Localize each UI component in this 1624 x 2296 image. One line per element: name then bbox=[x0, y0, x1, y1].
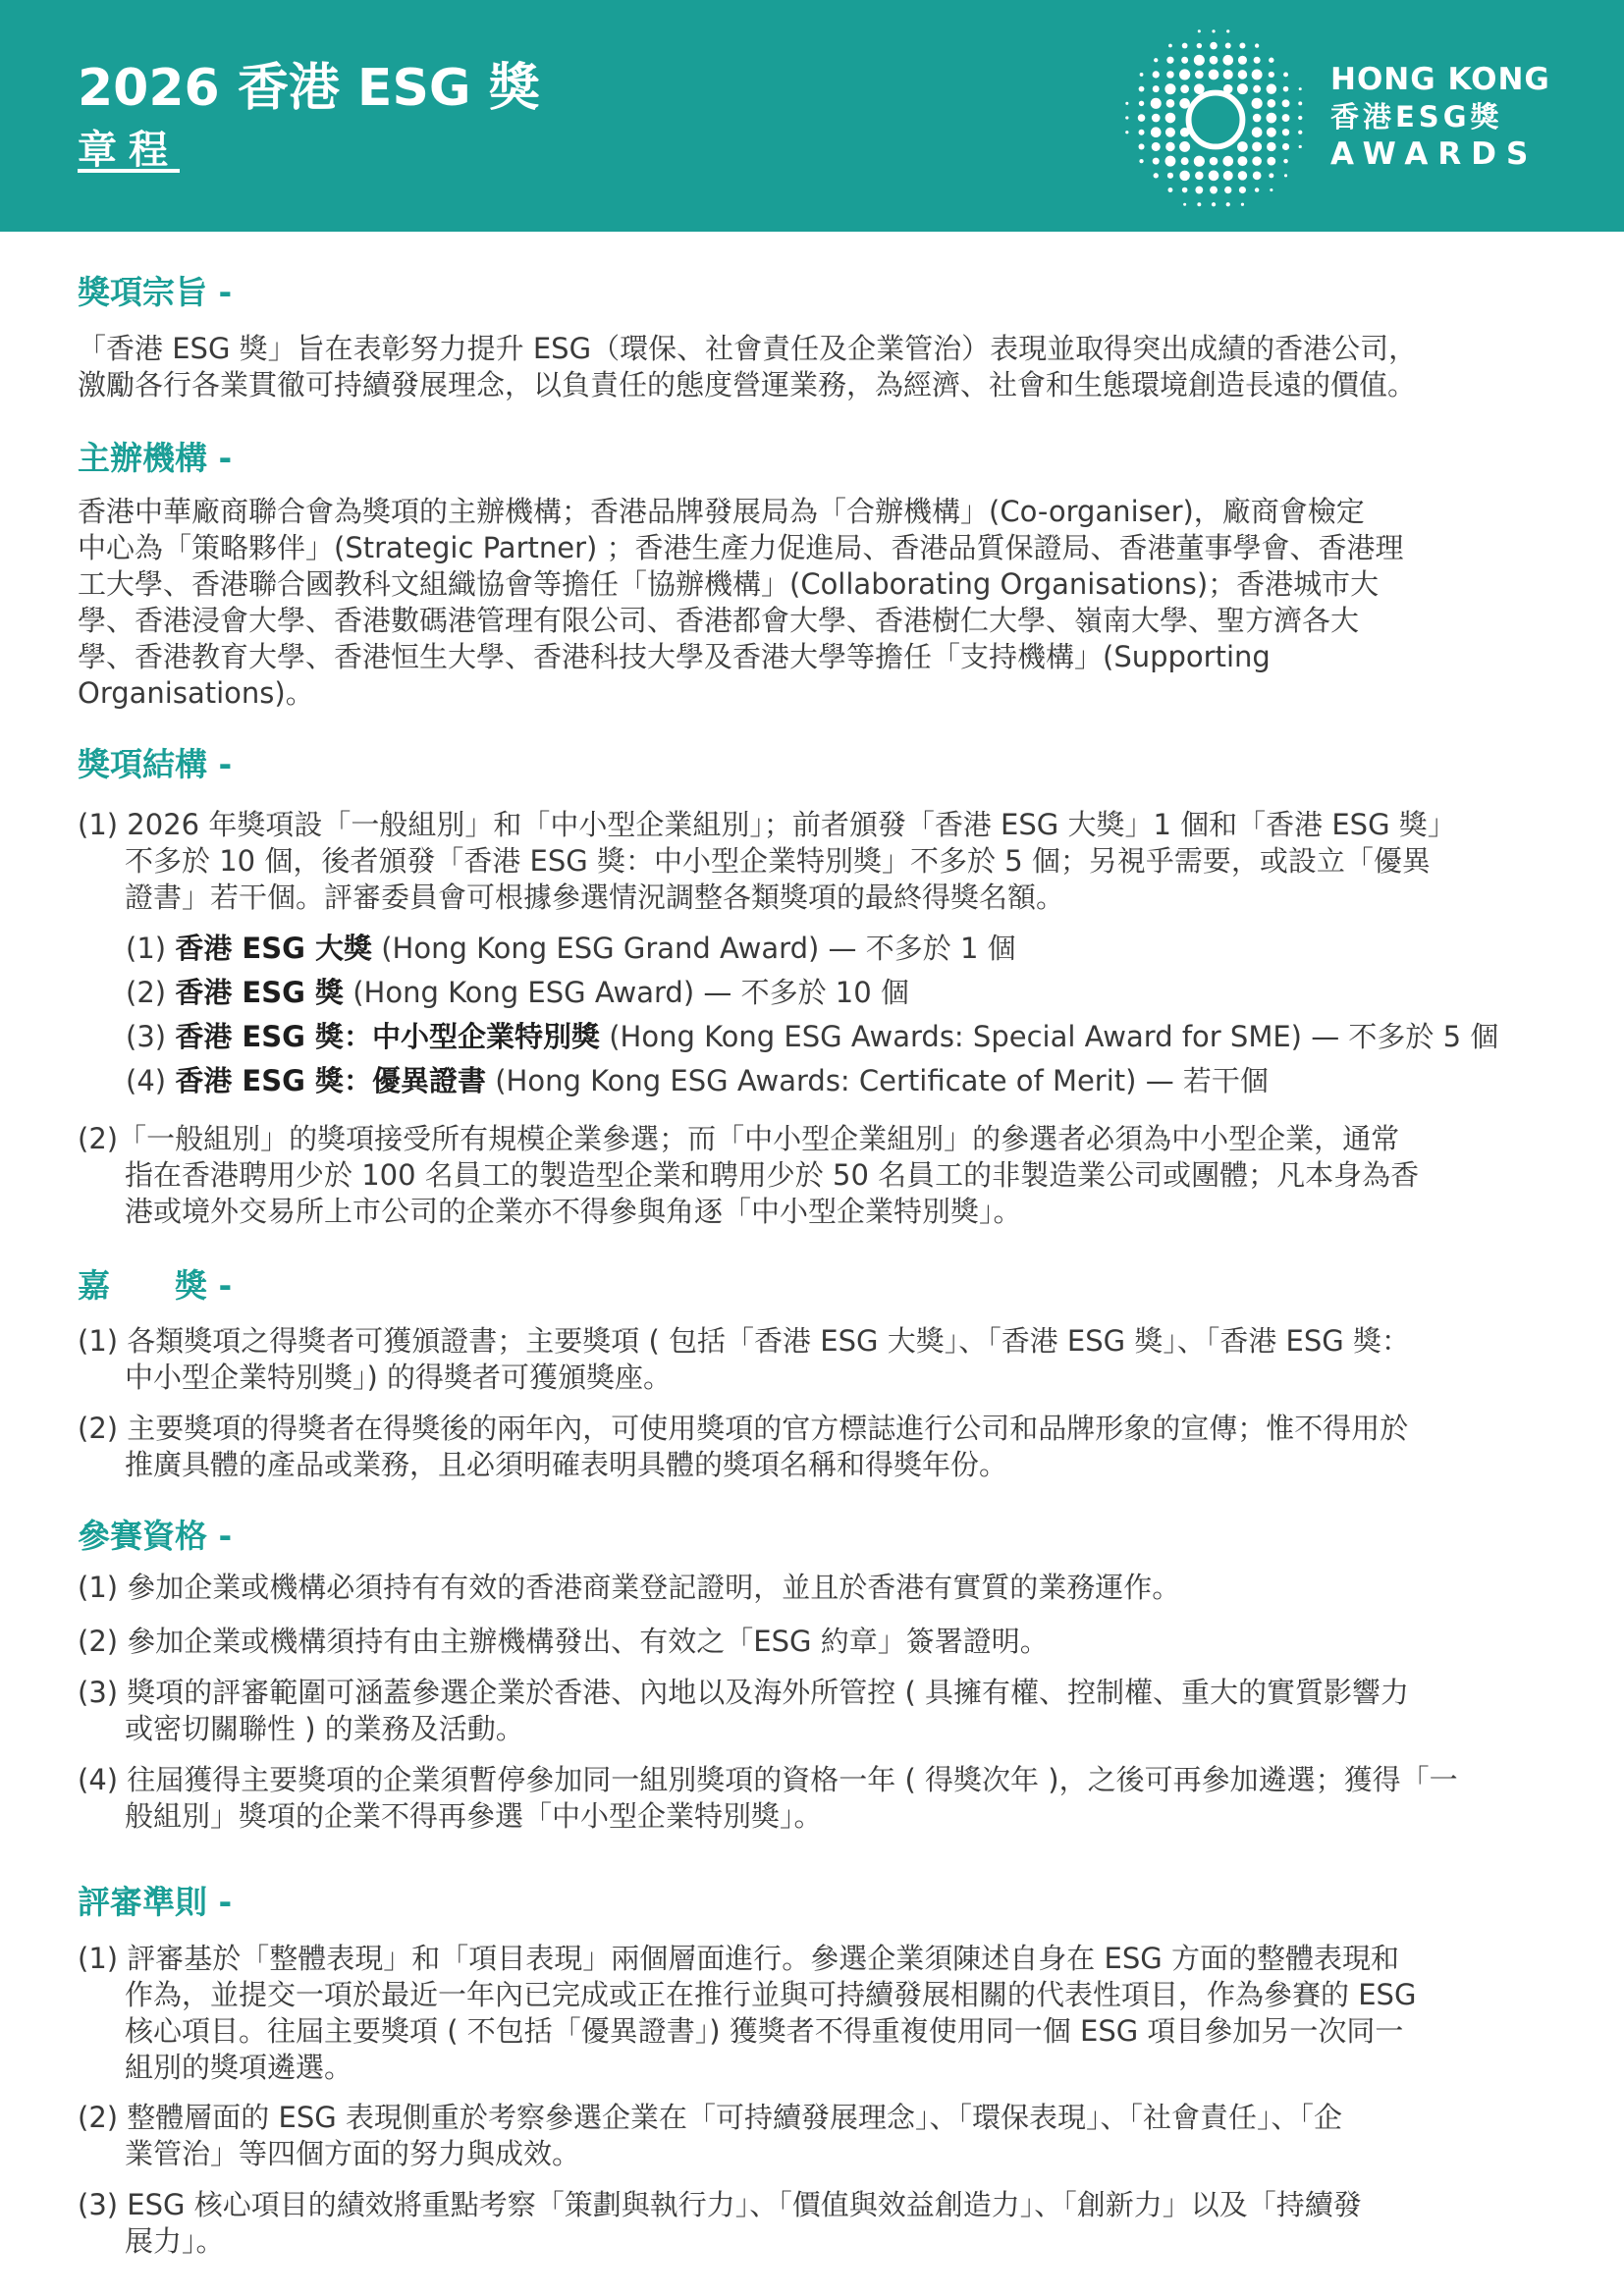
globe-dot bbox=[1181, 157, 1189, 165]
globe-dot bbox=[1140, 73, 1144, 77]
globe-dot bbox=[1195, 172, 1204, 181]
award-detail: (Hong Kong ESG Award) — 不多於 10 個 bbox=[344, 976, 909, 1009]
eligibility-item-3 bbox=[78, 1675, 1550, 1747]
globe-dot bbox=[1254, 57, 1261, 64]
globe-dot bbox=[1237, 83, 1248, 94]
text-line: 指在香港聘用少於 100 名員工的製造型企業和聘用少於 50 名員工的非製造業公司或團體；凡本身為香 bbox=[125, 1158, 1420, 1192]
globe-dot bbox=[1164, 83, 1175, 94]
text-line: 般組別」獎項的企業不得再參選「中小型企業特別獎」。 bbox=[125, 1799, 823, 1833]
globe-dot bbox=[1237, 141, 1248, 152]
globe-dot bbox=[1282, 114, 1290, 122]
eligibility-item-4 bbox=[78, 1762, 1550, 1835]
globe-dot bbox=[1237, 156, 1247, 166]
globe-ring bbox=[1189, 93, 1243, 147]
globe-dot bbox=[1255, 43, 1259, 47]
award-name: 香港 ESG 獎：優異證書 bbox=[175, 1064, 487, 1097]
globe-dot bbox=[1252, 98, 1263, 109]
text-line: 組別的獎項遴選。 bbox=[125, 2051, 353, 2084]
globe-dot bbox=[1153, 85, 1160, 92]
globe-dot bbox=[1181, 57, 1188, 64]
text-line: (3) ESG 核心項目的績效將重點考察「策劃與執行力」、「價值與效益創造力」、「創新力」以及「持續發 bbox=[78, 2188, 1362, 2221]
prizes-item-1 bbox=[78, 1323, 1550, 1396]
globe-dot bbox=[1255, 187, 1260, 192]
text-line: 作為，並提交一項於最近一年內已完成或正在推行並與可持續發展相關的代表性項目，作為參賽的 ESG bbox=[125, 1978, 1417, 2011]
award-item-3 bbox=[126, 1019, 1498, 1055]
globe-dot bbox=[1165, 142, 1175, 152]
text-line: 核心項目。往屆主要獎項 ( 不包括「優異證書」) 獲獎者不得重複使用同一個 ESG 項目參加另一次同一 bbox=[125, 2014, 1404, 2048]
structure-item-1 bbox=[78, 807, 1550, 916]
text-line: (2) 參加企業或機構須持有由主辦機構發出、有效之「ESG 約章」簽署證明。 bbox=[78, 1625, 1049, 1658]
logo-line-1: HONG KONG bbox=[1330, 62, 1550, 97]
globe-dot bbox=[1153, 158, 1160, 165]
purpose-paragraph bbox=[78, 331, 1550, 403]
globe-dot bbox=[1238, 56, 1247, 65]
text-line: (1) 2026 年獎項設「一般組別」和「中小型企業組別」；前者頒發「香港 ESG 大獎」1 個和「香港 ESG 獎」 bbox=[78, 808, 1456, 841]
globe-dot bbox=[1253, 171, 1262, 180]
award-number: (1) bbox=[126, 932, 167, 965]
globe-dot bbox=[1209, 70, 1219, 80]
section-title-purpose: 獎項宗旨 - bbox=[78, 273, 233, 311]
globe-dot bbox=[1283, 72, 1288, 77]
globe-dot bbox=[1284, 174, 1287, 177]
criteria-item-2 bbox=[78, 2100, 1550, 2172]
globe-dot bbox=[1269, 173, 1273, 178]
globe-dot bbox=[1194, 156, 1205, 167]
globe-dot bbox=[1226, 29, 1229, 32]
text-line: (2) 主要獎項的得獎者在得獎後的兩年內，可使用獎項的官方標誌進行公司和品牌形象的宣傳；惟不得用於 bbox=[78, 1412, 1409, 1445]
globe-dot bbox=[1223, 70, 1233, 80]
text-line: 推廣具體的產品或業務，且必須明確表明具體的獎項名稱和得獎年份。 bbox=[125, 1448, 1008, 1481]
globe-dot bbox=[1282, 99, 1290, 107]
globe-dot bbox=[1152, 114, 1161, 123]
globe-dot bbox=[1253, 114, 1262, 123]
globe-dot bbox=[1266, 113, 1276, 124]
globe-dot bbox=[1270, 188, 1272, 191]
text-line: 中心為「策略夥伴」(Strategic Partner) ；香港生產力促進局、香港品質保證局、香港董事學會、香港理 bbox=[78, 531, 1404, 564]
text-line: 「香港 ESG 獎」旨在表彰努力提升 ESG（環保、社會責任及企業管治）表現並取得突出成績的香港公司， bbox=[78, 332, 1418, 365]
award-name: 香港 ESG 獎：中小型企業特別獎 bbox=[175, 1020, 601, 1053]
globe-dot bbox=[1210, 157, 1218, 166]
text-line: 不多於 10 個，後者頒發「香港 ESG 獎：中小型企業特別獎」不多於 5 個；另視乎需要，或設立「優異 bbox=[125, 844, 1431, 878]
globe-dot bbox=[1167, 187, 1172, 192]
globe-dot bbox=[1267, 83, 1277, 94]
text-line: 激勵各行各業貫徹可持續發展理念，以負責任的態度營運業務，為經濟、社會和生態環境創造長遠的價值。 bbox=[78, 368, 1417, 401]
globe-dot bbox=[1198, 29, 1201, 32]
award-number: (2) bbox=[126, 976, 167, 1009]
globe-dot bbox=[1153, 71, 1160, 78]
globe-dot bbox=[1210, 42, 1218, 50]
globe-dot bbox=[1298, 101, 1302, 105]
globe-dot bbox=[1299, 145, 1302, 148]
text-line: 學、香港教育大學、香港恒生大學、香港科技大學及香港大學等擔任「支持機構」(Supporting bbox=[78, 640, 1271, 673]
globe-dot bbox=[1125, 116, 1128, 119]
globe-dot bbox=[1154, 173, 1159, 178]
globe-dot bbox=[1268, 99, 1276, 108]
globe-logo-icon bbox=[1119, 24, 1312, 216]
globe-dot bbox=[1197, 43, 1202, 48]
award-number: (4) bbox=[126, 1064, 167, 1097]
globe-dot bbox=[1223, 171, 1233, 181]
eligibility-item-1 bbox=[78, 1570, 1550, 1606]
globe-dot bbox=[1179, 141, 1190, 152]
section-title-eligibility: 參賽資格 - bbox=[78, 1517, 233, 1555]
globe-dot bbox=[1252, 141, 1262, 151]
award-item-1 bbox=[126, 931, 1016, 967]
globe-dot bbox=[1139, 101, 1144, 106]
globe-dot bbox=[1298, 116, 1302, 120]
globe-dot bbox=[1299, 87, 1302, 90]
text-line: (1) 各類獎項之得獎者可獲頒證書；主要獎項 ( 包括「香港 ESG 大獎」、「香港 ESG 獎」、「香港 ESG 獎： bbox=[78, 1324, 1410, 1358]
globe-dot bbox=[1168, 44, 1172, 48]
section-title-prizes: 嘉 獎 - bbox=[78, 1266, 233, 1305]
text-line: (4) 往屆獲得主要獎項的企業須暫停參加同一組別獎項的資格一年 ( 得獎次年 )，之後可再參加遴選；獲得「一 bbox=[78, 1763, 1458, 1796]
header-banner bbox=[0, 0, 1624, 232]
globe-dot bbox=[1267, 142, 1275, 151]
globe-dot bbox=[1139, 159, 1143, 163]
globe-dot bbox=[1183, 203, 1186, 206]
globe-dot bbox=[1179, 171, 1190, 182]
logo-wordmark bbox=[1330, 61, 1550, 173]
award-detail: (Hong Kong ESG Awards: Certificate of Merit) — 若干個 bbox=[486, 1064, 1269, 1097]
award-item-2 bbox=[126, 975, 909, 1011]
globe-dot bbox=[1210, 187, 1218, 194]
globe-dot bbox=[1282, 129, 1289, 135]
logo-line-3: AWARDS bbox=[1330, 136, 1539, 172]
globe-dot bbox=[1283, 159, 1288, 164]
section-title-criteria: 評審準則 - bbox=[78, 1883, 233, 1921]
globe-dot bbox=[1194, 55, 1205, 66]
text-line: (1) 參加企業或機構必須持有有效的香港商業登記證明，並且於香港有實質的業務運作。 bbox=[78, 1571, 1181, 1604]
globe-dot bbox=[1151, 98, 1162, 109]
text-line: (2) 整體層面的 ESG 表現側重於考察參選企業在「可持續發展理念」、「環保表現」、「社會責任」、「企 bbox=[78, 2101, 1342, 2134]
globe-dot bbox=[1195, 187, 1203, 194]
globe-dot bbox=[1194, 83, 1205, 94]
globe-dot bbox=[1224, 187, 1231, 193]
globe-dot bbox=[1138, 114, 1146, 122]
globe-dot bbox=[1212, 202, 1216, 206]
globe-dot bbox=[1225, 43, 1231, 49]
structure-item-2 bbox=[78, 1121, 1550, 1230]
globe-dot bbox=[1151, 127, 1162, 137]
globe-dot bbox=[1298, 131, 1302, 134]
globe-dot bbox=[1252, 156, 1262, 166]
globe-dot bbox=[1152, 142, 1161, 151]
globe-dot bbox=[1139, 130, 1145, 135]
globe-dot bbox=[1182, 43, 1188, 49]
globe-dot bbox=[1195, 71, 1204, 80]
globe-dot bbox=[1253, 85, 1261, 93]
text-line: 港或境外交易所上市公司的企業亦不得參與角逐「中小型企業特別獎」。 bbox=[125, 1195, 1022, 1228]
text-line: Organisations)。 bbox=[78, 676, 314, 710]
globe-dot bbox=[1182, 187, 1188, 193]
globe-dot bbox=[1210, 56, 1218, 65]
globe-dot bbox=[1166, 99, 1175, 108]
globe-dot bbox=[1165, 128, 1175, 137]
globe-dot bbox=[1165, 113, 1176, 124]
globe-dot bbox=[1154, 58, 1158, 62]
globe-dot bbox=[1238, 70, 1248, 80]
globe-dot bbox=[1241, 203, 1244, 206]
text-line: 中小型企業特別獎」) 的得獎者可獲頒獎座。 bbox=[125, 1361, 673, 1394]
globe-dot bbox=[1239, 43, 1245, 49]
logo-line-2: 香港ESG獎 bbox=[1330, 100, 1503, 133]
globe-dot bbox=[1267, 157, 1275, 166]
award-detail: (Hong Kong ESG Awards: Special Award for SME) — 不多於 5 個 bbox=[600, 1020, 1499, 1053]
page-title: 2026 香港 ESG 獎 bbox=[78, 59, 540, 118]
text-line: 業管治」等四個方面的努力與成效。 bbox=[125, 2137, 581, 2170]
globe-dot bbox=[1139, 86, 1145, 92]
globe-dot bbox=[1252, 127, 1263, 137]
award-detail: (Hong Kong ESG Grand Award) — 不多於 1 個 bbox=[372, 932, 1016, 965]
globe-dot bbox=[1282, 143, 1289, 150]
text-line: (2)「一般組別」的獎項接受所有規模企業參選；而「中小型企業組別」的參選者必須為中小型企業，通常 bbox=[78, 1122, 1400, 1155]
globe-dot bbox=[1125, 102, 1128, 105]
text-line: (1) 評審基於「整體表現」和「項目表現」兩個層面進行。參選企業須陳述自身在 ESG 方面的整體表現和 bbox=[78, 1942, 1399, 1975]
globe-dot bbox=[1166, 57, 1173, 64]
globe-dot bbox=[1269, 58, 1273, 63]
globe-dot bbox=[1167, 173, 1173, 179]
globe-dot bbox=[1179, 98, 1190, 109]
criteria-item-3 bbox=[78, 2187, 1550, 2260]
globe-dot bbox=[1238, 171, 1247, 180]
globe-dot bbox=[1125, 131, 1128, 133]
page-subtitle: 章程 bbox=[78, 128, 180, 173]
text-line: 香港中華廠商聯合會為獎項的主辦機構；香港品牌發展局為「合辦機構」(Co-organiser)，廠商會檢定 bbox=[78, 495, 1365, 528]
text-line: 或密切關聯性 ) 的業務及活動。 bbox=[125, 1712, 524, 1745]
award-name: 香港 ESG 大獎 bbox=[175, 932, 373, 965]
organiser-paragraph bbox=[78, 494, 1550, 712]
globe-dot bbox=[1222, 156, 1233, 167]
globe-dot bbox=[1283, 86, 1289, 92]
text-line: 展力」。 bbox=[125, 2224, 225, 2258]
globe-dot bbox=[1252, 69, 1263, 80]
criteria-item-1 bbox=[78, 1941, 1550, 2086]
award-number: (3) bbox=[126, 1020, 167, 1053]
globe-dot bbox=[1239, 187, 1246, 193]
globe-dot bbox=[1267, 128, 1276, 137]
prizes-item-2 bbox=[78, 1411, 1550, 1483]
award-name: 香港 ESG 獎 bbox=[175, 976, 345, 1009]
text-line: 學、香港浸會大學、香港數碼港管理有限公司、香港都會大學、香港樹仁大學、嶺南大學、聖方濟各大 bbox=[78, 604, 1360, 637]
globe-dot bbox=[1166, 71, 1173, 78]
globe-dot bbox=[1164, 156, 1175, 167]
section-title-structure: 獎項結構 - bbox=[78, 745, 233, 783]
text-line: 證書」若干個。評審委員會可根據參選情況調整各類獎項的最終得獎名額。 bbox=[125, 881, 1065, 914]
globe-dot bbox=[1197, 202, 1201, 206]
globe-dot bbox=[1209, 170, 1219, 181]
eligibility-item-2 bbox=[78, 1624, 1550, 1660]
globe-dot bbox=[1269, 72, 1274, 78]
section-title-organiser: 主辦機構 - bbox=[78, 439, 233, 477]
globe-dot bbox=[1179, 69, 1190, 80]
text-line: (3) 獎項的評審範圍可涵蓋參選企業於香港、內地以及海外所管控 ( 具擁有權、控制權、重大的實質影響力 bbox=[78, 1676, 1410, 1709]
text-line: 工大學、香港聯合國教科文組織協會等擔任「協辦機構」(Collaborating Organisations)；香港城市大 bbox=[78, 567, 1380, 601]
award-item-4 bbox=[126, 1063, 1269, 1099]
globe-dot bbox=[1222, 55, 1233, 66]
globe-dot bbox=[1180, 84, 1189, 93]
globe-dot bbox=[1226, 202, 1230, 206]
globe-dot bbox=[1212, 29, 1215, 32]
globe-dot bbox=[1139, 143, 1145, 149]
